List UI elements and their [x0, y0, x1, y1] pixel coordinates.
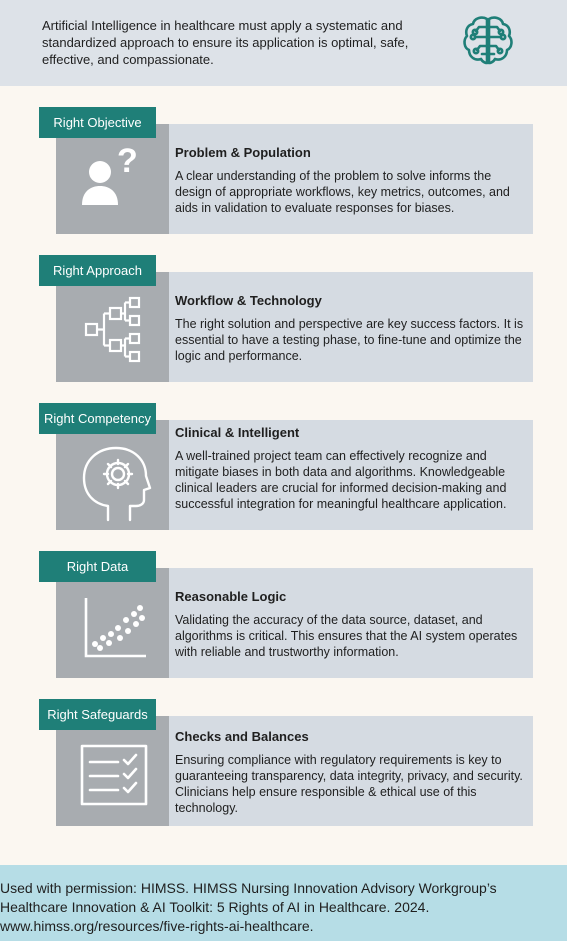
icon-box: [56, 124, 169, 234]
section-right-objective: [0, 107, 567, 233]
section-right-competency: [0, 403, 567, 529]
citation-text: Used with permission: HIMSS. HIMSS Nursing Innovation Advisory Workgroup’s Healthcare Innovation & AI Toolkit: 5 Rights of AI in Healthcare. 2024. www.himss.org/resources/five-rights-ai-healthcare.: [0, 880, 497, 934]
section-body: Ensuring compliance with regulatory requirements is key to guaranteeing transparency, data integrity, privacy, and security. Clinicians help ensure responsible & ethical use of this technology.: [175, 753, 523, 815]
section-right-approach: [0, 255, 567, 381]
section-title: Workflow & Technology: [175, 293, 322, 308]
section-body: A clear understanding of the problem to solve informs the design of appropriate workflows, key metrics, outcomes, and aids in validation to evaluate responses for biases.: [175, 169, 510, 215]
section-right-safeguards: [0, 699, 567, 825]
head-gear-icon: [56, 420, 169, 530]
person-question-icon: [56, 124, 169, 234]
content-panel: [56, 272, 533, 382]
scatter-chart-icon: [56, 568, 169, 678]
footer-citation: [0, 865, 567, 941]
tab-label: Right Approach: [39, 255, 156, 286]
header-text: Artificial Intelligence in healthcare must apply a systematic and standardized approach to ensure its application is optimal, safe, effective, and compassionate.: [42, 18, 409, 67]
icon-box: [56, 272, 169, 382]
content-panel: [56, 124, 533, 234]
workflow-tree-icon: [56, 272, 169, 382]
section-right-data: [0, 551, 567, 677]
icon-box: [56, 716, 169, 826]
section-body: Validating the accuracy of the data source, dataset, and algorithms is critical. This ensures that the AI system operates with reliable and trustworthy information.: [175, 613, 518, 659]
tab-label: Right Safeguards: [39, 699, 156, 730]
icon-box: [56, 420, 169, 530]
section-title: Reasonable Logic: [175, 589, 287, 604]
content-panel: [56, 420, 533, 530]
content-panel: [56, 716, 533, 826]
svg-text:?: ?: [117, 142, 138, 180]
tab-label: Right Competency: [39, 403, 156, 434]
content-panel: [56, 568, 533, 678]
checklist-icon: [56, 716, 169, 826]
tab-label: Right Data: [39, 551, 156, 582]
section-body: A well-trained project team can effectively recognize and mitigate biases in both data and algorithms. Knowledgeable clinical leaders are crucial for informed decision-making and successful integration for meaningful healthcare application.: [175, 449, 507, 511]
icon-box: [56, 568, 169, 678]
tab-label: Right Objective: [39, 107, 156, 138]
section-title: Checks and Balances: [175, 729, 309, 744]
header-banner: [0, 0, 567, 86]
brain-circuit-icon: [460, 13, 516, 69]
section-title: Clinical & Intelligent: [175, 425, 300, 440]
section-body: The right solution and perspective are key success factors. It is essential to have a testing phase, to fine-tune and optimize the logic and performance.: [175, 317, 524, 363]
section-title: Problem & Population: [175, 145, 311, 160]
